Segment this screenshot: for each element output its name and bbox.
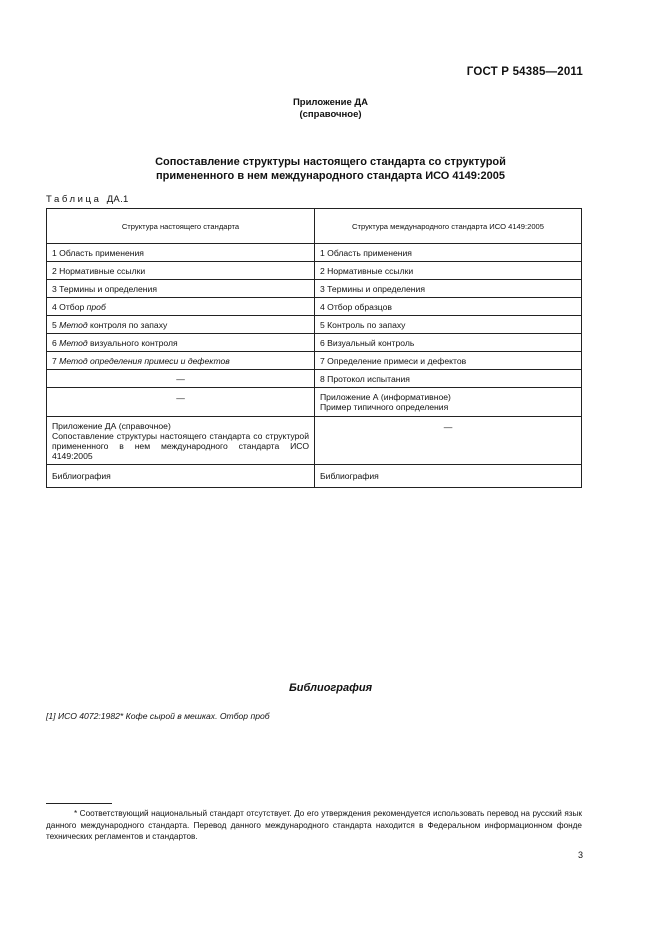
table-row xyxy=(47,262,582,280)
table-row xyxy=(47,417,582,465)
cell-left: 1 Область применения xyxy=(47,244,315,262)
cell-left-dash: — xyxy=(47,370,315,388)
cell-right: 7 Определение примеси и дефектов xyxy=(315,352,582,370)
cell-text: 6 xyxy=(52,337,60,348)
table-header-row xyxy=(47,209,582,244)
cell-left xyxy=(47,417,315,465)
cell-right: 8 Протокол испытания xyxy=(315,370,582,388)
table-row xyxy=(47,370,582,388)
annex-title: Приложение ДА xyxy=(292,97,369,108)
header-left: Структура настоящего стандарта xyxy=(47,209,315,244)
cell-right xyxy=(315,388,582,417)
annex-heading xyxy=(0,97,661,121)
page-title-line-2: примененного в нем международного стандарта ИСО 4149:2005 xyxy=(155,170,506,182)
cell-italic-text: проб xyxy=(86,301,106,312)
cell-right: Библиография xyxy=(315,465,582,488)
table-row xyxy=(47,244,582,262)
table-row xyxy=(47,352,582,370)
bibliography-title: Библиография xyxy=(288,682,373,694)
table-caption-word: Таблица xyxy=(46,194,102,205)
cell-right: 3 Термины и определения xyxy=(315,280,582,298)
table-caption-number: ДА.1 xyxy=(106,194,129,205)
cell-text: 4 Отбор xyxy=(52,301,87,312)
cell-left xyxy=(47,352,315,370)
cell-line: Приложение А (информативное) xyxy=(320,392,451,402)
page-title xyxy=(0,155,661,183)
cell-left: 3 Термины и определения xyxy=(47,280,315,298)
cell-right: 5 Контроль по запаху xyxy=(315,316,582,334)
cell-right: 6 Визуальный контроль xyxy=(315,334,582,352)
cell-right: 2 Нормативные ссылки xyxy=(315,262,582,280)
annex-subtitle: (справочное) xyxy=(299,109,362,120)
cell-text: визуального контроля xyxy=(87,337,178,348)
cell-left xyxy=(47,298,315,316)
cell-text: 5 xyxy=(52,319,60,330)
table-row xyxy=(47,388,582,417)
cell-line: Приложение ДА (справочное) xyxy=(52,420,171,431)
cell-italic-text: Метод определения примеси и дефектов xyxy=(59,355,230,366)
cell-italic-text: Метод xyxy=(59,319,88,330)
table-caption xyxy=(46,194,129,205)
header-right: Структура международного стандарта ИСО 4149:2005 xyxy=(315,209,582,244)
comparison-table xyxy=(46,208,582,488)
cell-text: контроля по запаху xyxy=(87,319,168,330)
cell-right: 4 Отбор образцов xyxy=(315,298,582,316)
cell-left: 2 Нормативные ссылки xyxy=(47,262,315,280)
cell-line: Пример типичного определения xyxy=(320,402,449,412)
page-title-line-1: Сопоставление структуры настоящего стандарта со структурой xyxy=(155,156,506,168)
cell-right: 1 Область применения xyxy=(315,244,582,262)
table-row xyxy=(47,280,582,298)
footnote: * Соответствующий национальный стандарт отсутствует. До его утверждения рекомендуется использовать перевод на русский язык данного международного стандарта. Перевод данного международного стандарта находится в Федеральном информационном фонде технических регламентов и стандартов. xyxy=(46,809,582,841)
cell-left: Библиография xyxy=(47,465,315,488)
cell-left xyxy=(47,334,315,352)
page-number: 3 xyxy=(577,850,583,860)
cell-right-dash: — xyxy=(315,417,582,465)
cell-line: Сопоставление структуры настоящего стандарта со структурой примененного в нем международного стандарта ИСО 4149:2005 xyxy=(52,430,309,461)
table-row xyxy=(47,465,582,488)
standard-code: ГОСТ Р 54385—2011 xyxy=(466,66,583,78)
cell-italic-text: Метод xyxy=(59,337,88,348)
cell-left-dash: — xyxy=(47,388,315,417)
table-row xyxy=(47,298,582,316)
table-row xyxy=(47,334,582,352)
footnote-divider xyxy=(46,803,112,804)
cell-left xyxy=(47,316,315,334)
cell-text: 7 xyxy=(52,355,60,366)
bibliography-entry: [1] ИСО 4072:1982* Кофе сырой в мешках. Отбор проб xyxy=(46,711,270,721)
table-row xyxy=(47,316,582,334)
